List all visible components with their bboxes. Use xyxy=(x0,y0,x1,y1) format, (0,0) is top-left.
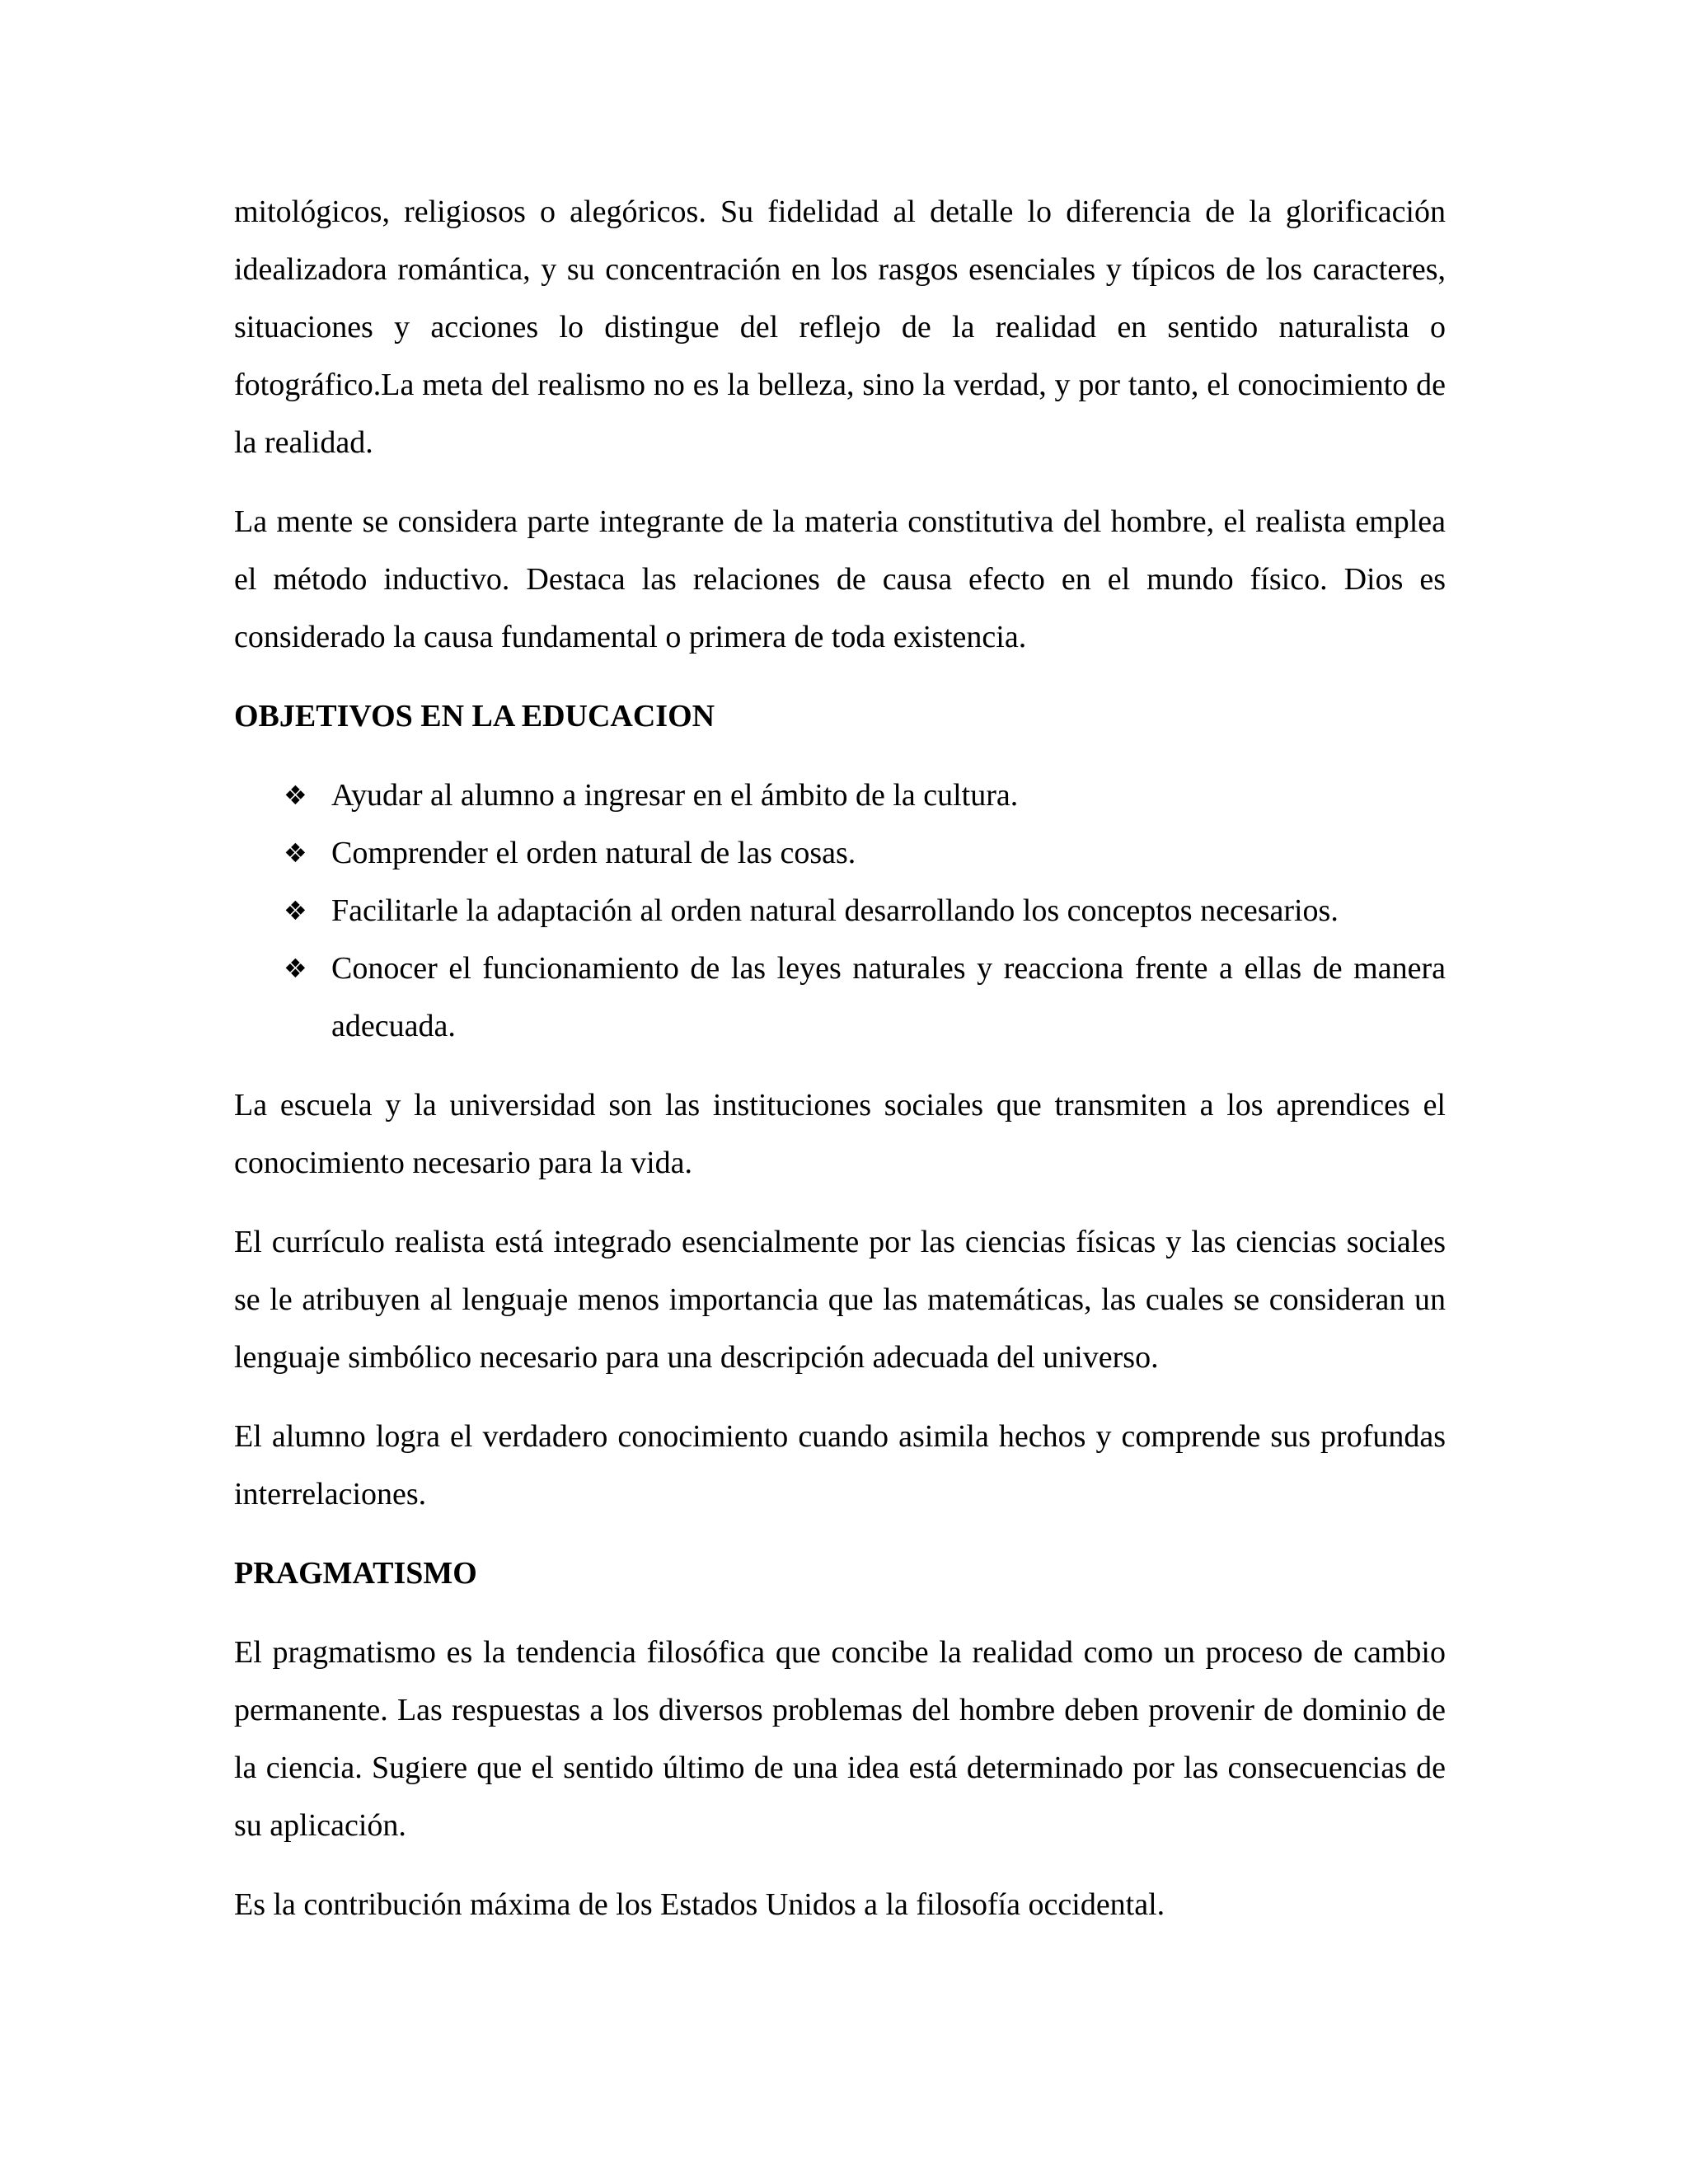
list-item xyxy=(234,940,1446,1055)
heading-objetivos-educacion: OBJETIVOS EN LA EDUCACION xyxy=(234,699,715,733)
page-content xyxy=(234,183,1446,1955)
paragraph-pragmatismo-contribucion: Es la contribución máxima de los Estados Unidos a la filosofía occidental. xyxy=(234,1887,1165,1922)
paragraph-realismo-detalle: mitológicos, religiosos o alegóricos. Su fidelidad al detalle lo diferencia de la glorificación idealizadora romántica, y su concentración en los rasgos esenciales y típicos de los caracteres, situaciones y acciones lo distingue del reflejo de la realidad en sentido naturalista o fotográfico.La meta del realismo no es la belleza, sino la verdad, y por tanto, el conocimiento de la realidad. xyxy=(234,194,1446,460)
paragraph-pragmatismo-definicion: El pragmatismo es la tendencia filosófica que concibe la realidad como un proceso de cambio permanente. Las respuestas a los diversos problemas del hombre deben provenir de dominio de la ciencia. Sugiere que el sentido último de una idea está determinado por las consecuencias de su aplicación. xyxy=(234,1635,1446,1843)
list-item xyxy=(234,766,1446,824)
four-petal-diamond-icon: ❖ xyxy=(284,780,307,811)
paragraph-realismo-mente: La mente se considera parte integrante de la materia constitutiva del hombre, el realista emplea el método inductivo. Destaca las relaciones de causa efecto en el mundo físico. Dios es considerado la causa fundamental o primera de toda existencia. xyxy=(234,504,1446,654)
list-item-text: Comprender el orden natural de las cosas. xyxy=(331,836,856,870)
list-item-text: Ayudar al alumno a ingresar en el ámbito de la cultura. xyxy=(331,778,1019,813)
heading-pragmatismo: PRAGMATISMO xyxy=(234,1556,477,1591)
list-item-text: Facilitarle la adaptación al orden natural desarrollando los conceptos necesarios. xyxy=(331,893,1339,928)
four-petal-diamond-icon: ❖ xyxy=(284,953,307,984)
list-item-text: Conocer el funcionamiento de las leyes naturales y reacciona frente a ellas de manera adecuada. xyxy=(331,951,1446,1043)
list-item xyxy=(234,824,1446,882)
paragraph-alumno-conocimiento: El alumno logra el verdadero conocimiento cuando asimila hechos y comprende sus profundas interrelaciones. xyxy=(234,1419,1446,1511)
paragraph-curriculo-realista: El currículo realista está integrado esencialmente por las ciencias físicas y las ciencias sociales se le atribuyen al lenguaje menos importancia que las matemáticas, las cuales se consideran un lenguaje simbólico necesario para una descripción adecuada del universo. xyxy=(234,1225,1446,1375)
four-petal-diamond-icon: ❖ xyxy=(284,837,307,869)
four-petal-diamond-icon: ❖ xyxy=(284,895,307,926)
objetivos-list xyxy=(234,766,1446,1055)
list-item xyxy=(234,882,1446,940)
paragraph-escuela-universidad: La escuela y la universidad son las instituciones sociales que transmiten a los aprendices el conocimiento necesario para la vida. xyxy=(234,1088,1446,1180)
